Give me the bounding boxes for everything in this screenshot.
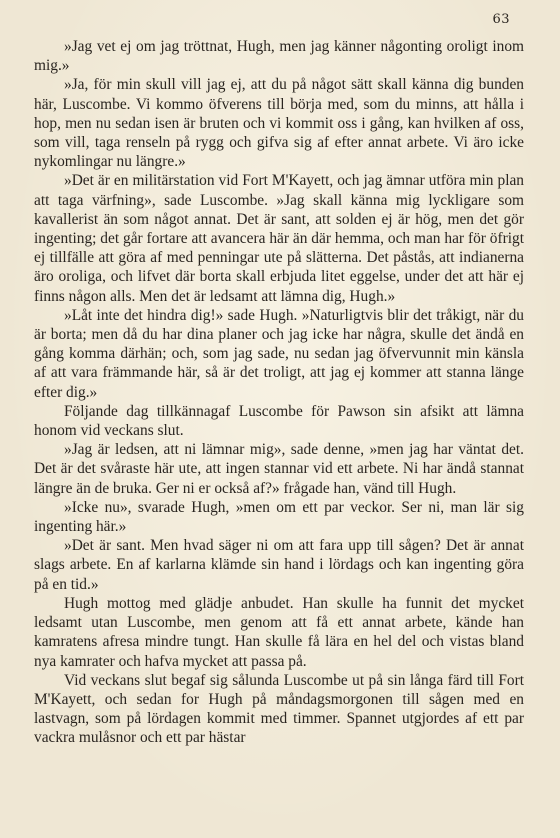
paragraph: »Icke nu», svarade Hugh, »men om ett par veckor. Ser ni, man lär sig ingenting här.» bbox=[34, 498, 524, 536]
paragraph: »Det är sant. Men hvad säger ni om att fara upp till sågen? Det är annat slags arbete. En af karlarna klämde sin hand i lördags och kan ingenting göra på en tid.» bbox=[34, 537, 524, 593]
paragraph: »Jag vet ej om jag tröttnat, Hugh, men jag känner någonting oroligt inom mig.» bbox=[34, 38, 524, 75]
paragraph: Hugh mottog med glädje anbudet. Han skulle ha funnit det mycket ledsamt utan Luscombe, men genom att få ett annat arbete, kände han kamratens afresa mindre tungt. Han skulle få lära en hel del och vistas bland nya kamrater och hafva mycket att passa på. bbox=[34, 594, 524, 670]
paragraph: »Det är en militärstation vid Fort M'Kayett, och jag ämnar utföra min plan att taga värfning», sade Luscombe. »Jag skall känna mig lyckligare som kavallerist än som något annat. Det är sant, att solden ej är hög, men det gör ingenting; det går fortare att avancera här än där hemma, och man har för öfrigt ej tillfälle att göra af med penningar ute på slätterna. Det påstås, att indianerna äro oroliga, och lifvet där borta skall erbjuda litet eggelse, under det att här ej finns någon alls. Men det är ledsamt att lämna dig, Hugh.» bbox=[34, 172, 524, 305]
paragraph: »Ja, för min skull vill jag ej, att du på något sätt skall känna dig bunden här, Luscombe. Vi kommo öfverens till börja med, som du minns, att hålla i hop, men nu sedan isen är bruten och vi kommit oss i gång, kan hvilken af oss, som vill, taga renseln på rygg och gifva sig af efter annat arbete. Vi äro icke nykomlingar nu längre.» bbox=[34, 76, 524, 171]
page-number: 63 bbox=[492, 12, 510, 27]
paragraph: Följande dag tillkännagaf Luscombe för Pawson sin afsikt att lämna honom vid veckans slut. bbox=[34, 402, 524, 440]
paragraph: Vid veckans slut begaf sig sålunda Luscombe ut på sin långa färd till Fort M'Kayett, och sedan for Hugh på måndagsmorgonen till sågen med en lastvagn, som på lördagen kommit med timmer. Spannet utgjordes af ett par vackra mulåsnor och ett par hästar bbox=[34, 671, 524, 747]
paragraph: »Låt inte det hindra dig!» sade Hugh. »Naturligtvis blir det tråkigt, när du är borta; men då du har dina planer och jag icke har några, skulle det ändå en gång komma därhän; och, som jag sade, nu sedan jag öfvervunnit min känsla af att vara främmande här, så är det troligt, att jag ej kommer att stanna länge efter dig.» bbox=[34, 306, 524, 401]
paragraph: »Jag är ledsen, att ni lämnar mig», sade denne, »men jag har väntat det. Det är det svåraste här ute, att ingen stannar vid ett arbete. Ni har ändå stannat längre än de bruka. Ger ni er också af?» frågade han, vänd till Hugh. bbox=[34, 441, 524, 497]
body-text bbox=[34, 37, 524, 748]
